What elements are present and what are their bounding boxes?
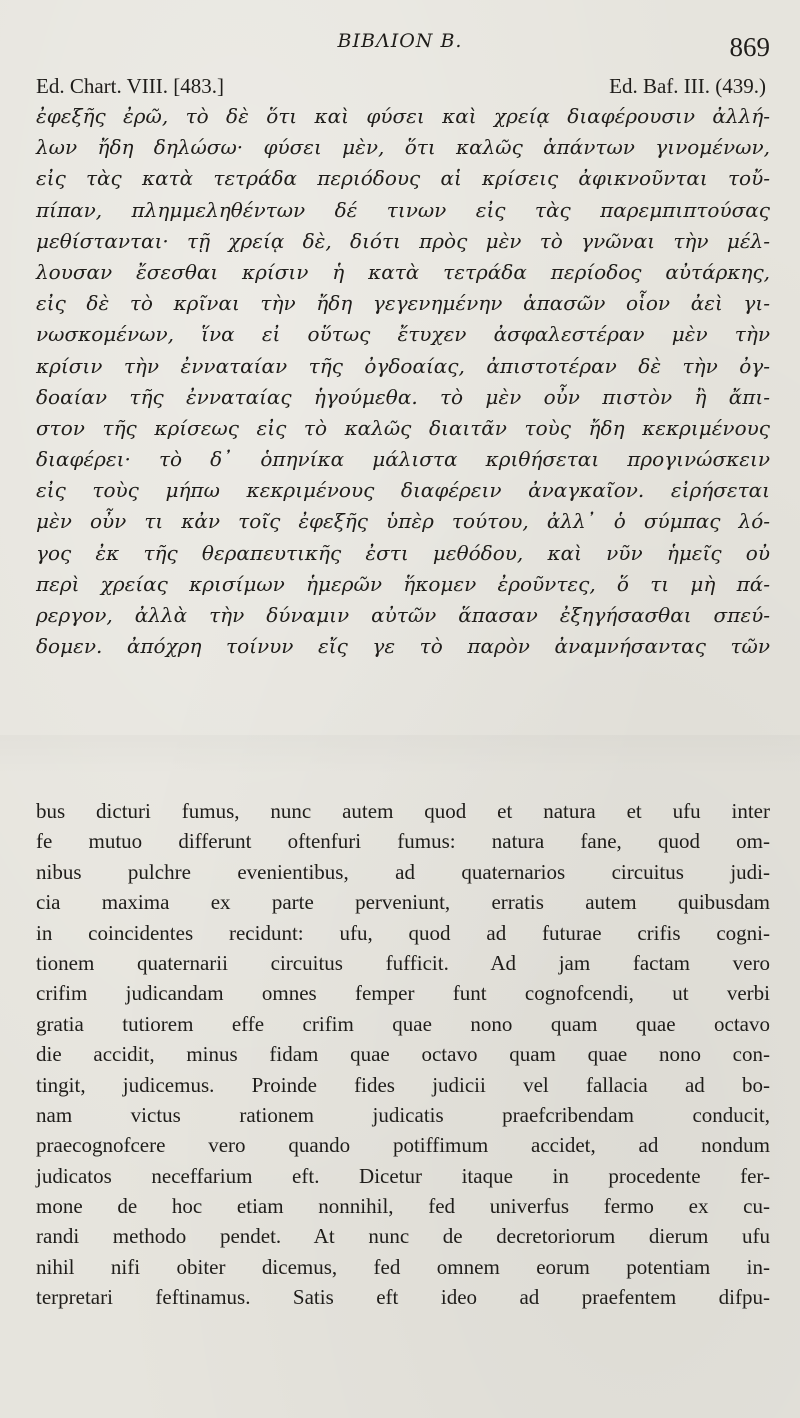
greek-line: ἐφεξῆς ἐρῶ, τὸ δὲ ὅτι καὶ φύσει καὶ χρείᾳ διαφέρουσιν ἀλλή-	[36, 104, 770, 128]
latin-line: nibus pulchre evenientibus, ad quaternarios circuitus judi-	[36, 859, 770, 884]
greek-line: γος ἐκ τῆς θεραπευτικῆς ἐστι μεθόδου, καὶ νῦν ἡμεῖς οὐ	[36, 540, 770, 565]
running-title: ΒΙΒΛΙΟΝ Β.	[337, 30, 463, 52]
latin-line: gratia tutiorem effe crifim quae nono quam quae octavo	[36, 1011, 770, 1036]
greek-line: στον τῆς κρίσεως εἰς τὸ καλῶς διαιτᾶν τοὺς ἤδη κεκριμένους	[36, 415, 770, 440]
greek-line: εἰς δὲ τὸ κρῖναι τὴν ἤδη γεγενημένην ἁπασῶν οἷον ἀεὶ γι-	[36, 291, 770, 316]
greek-line: νωσκομένων, ἵνα εἰ οὕτως ἔτυχεν ἀσφαλεστέραν μὲν τὴν	[36, 322, 770, 347]
edition-reference-basel: Ed. Baf. III. (439.)	[609, 74, 766, 98]
latin-line: randi methodo pendet. At nunc de decretoriorum dierum ufu	[36, 1224, 770, 1249]
latin-line: nam victus rationem judicatis praefcribendam conducit,	[36, 1102, 770, 1127]
latin-line: praecognofcere vero quando potiffimum accidet, ad nondum	[36, 1133, 770, 1158]
greek-line: δομεν. ἀπόχρη τοίνυν εἴς γε τὸ παρὸν ἀναμνήσαντας τῶν	[36, 634, 770, 659]
latin-line: nihil nifi obiter dicemus, fed omnem eorum potentiam in-	[36, 1254, 770, 1279]
greek-line: διαφέρει· τὸ δ᾽ ὁπηνίκα μάλιστα κριθήσεται προγινώσκειν	[36, 447, 770, 472]
latin-line: in coincidentes recidunt: ufu, quod ad futurae crifis cogni-	[36, 920, 770, 945]
latin-line: crifim judicandam omnes femper funt cognofcendi, ut verbi	[36, 981, 770, 1006]
greek-line: ρεργον, ἀλλὰ τὴν δύναμιν αὐτῶν ἅπασαν ἐξηγήσασθαι σπεύ-	[36, 603, 770, 627]
print-show-through	[0, 735, 800, 775]
greek-line: δοαίαν τῆς ἐνναταίας ἡγούμεθα. τὸ μὲν οὖν πιστὸν ἢ ἄπι-	[36, 384, 770, 409]
edition-reference-chartier: Ed. Chart. VIII. [483.]	[36, 74, 224, 98]
greek-line: κρίσιν τὴν ἐνναταίαν τῆς ὀγδοαίας, ἀπιστοτέραν δὲ τὴν ὀγ-	[36, 353, 770, 378]
latin-line: cia maxima ex parte perveniunt, erratis autem quibusdam	[36, 890, 770, 915]
greek-line: εἰς τὰς κατὰ τετράδα περιόδους αἱ κρίσεις ἀφικνοῦνται τοὔ-	[36, 166, 770, 191]
latin-line: judicatos neceffarium eft. Dicetur itaque in procedente fer-	[36, 1163, 770, 1188]
latin-line: tingit, judicemus. Proinde fides judicii vel fallacia ad bo-	[36, 1072, 770, 1097]
greek-text-block	[36, 101, 770, 662]
greek-line: λουσαν ἔσεσθαι κρίσιν ἡ κατὰ τετράδα περίοδος αὐτάρκης,	[36, 259, 770, 284]
latin-line: mone de hoc etiam nonnihil, fed univerfus fermo ex cu-	[36, 1194, 770, 1219]
latin-text-block	[36, 796, 770, 1313]
latin-line: fe mutuo differunt oftenfuri fumus: natura fane, quod om-	[36, 829, 770, 854]
greek-line: περὶ χρείας κρισίμων ἡμερῶν ἥκομεν ἐροῦντες, ὅ τι μὴ πά-	[36, 571, 770, 596]
page-number: 869	[729, 32, 770, 62]
greek-line: λων ἤδη δηλώσω· φύσει μὲν, ὅτι καλῶς ἁπάντων γινομένων,	[36, 135, 770, 160]
greek-line: πίπαν, πλημμεληθέντων δέ τινων εἰς τὰς παρεμπιπτούσας	[36, 197, 770, 222]
greek-line: μεθίστανται· τῇ χρείᾳ δὲ, διότι πρὸς μὲν τὸ γνῶναι τὴν μέλ-	[36, 228, 770, 253]
latin-line: die accidit, minus fidam quae octavo quam quae nono con-	[36, 1042, 770, 1067]
latin-line: tionem quaternarii circuitus fufficit. Ad jam factam vero	[36, 950, 770, 975]
latin-line: terpretari feftinamus. Satis eft ideo ad praefentem difpu-	[36, 1285, 770, 1310]
greek-line: μὲν οὖν τι κἀν τοῖς ἐφεξῆς ὑπὲρ τούτου, ἀλλ᾽ ὁ σύμπας λό-	[36, 509, 770, 534]
greek-line: εἰς τοὺς μήπω κεκριμένους διαφέρειν ἀναγκαῖον. εἰρήσεται	[36, 478, 770, 503]
latin-line: bus dicturi fumus, nunc autem quod et natura et ufu inter	[36, 799, 770, 823]
